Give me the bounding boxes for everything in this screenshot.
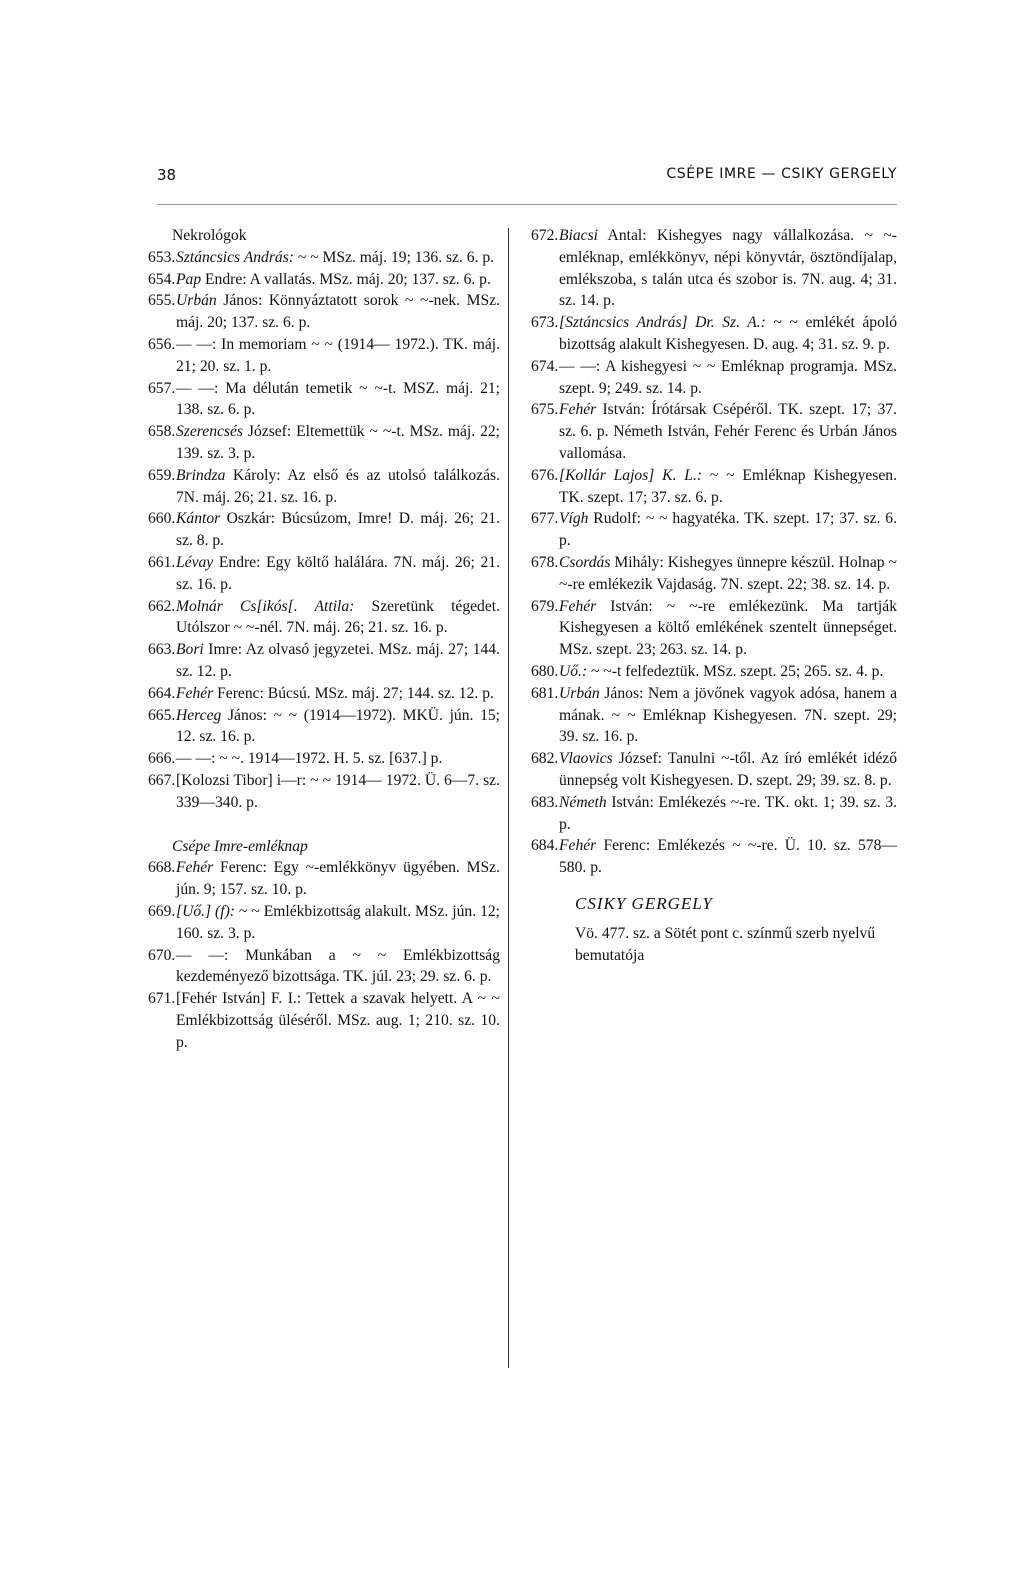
entry-number: 671.: [148, 990, 176, 1008]
entry-text: [559, 399, 897, 464]
entry-citation: ~ ~ Emléknap Kishegyesen. TK. szept. 17; 37. sz. 6. p.: [559, 466, 897, 506]
entry-text: [559, 225, 897, 312]
bib-entry: [148, 683, 500, 705]
running-head: CSÉPE IMRE — CSIKY GERGELY: [666, 166, 897, 182]
entry-citation: Oszkár: Búcsúzom, Imre! D. máj. 26; 21. sz. 8. p.: [176, 510, 500, 550]
bib-entry: [531, 552, 897, 596]
entry-text: [176, 334, 500, 378]
entry-text: [559, 596, 897, 661]
csiky-note: Vö. 477. sz. a Sötét pont c. színmű szerb nyelvű bemutatója: [575, 924, 876, 964]
bib-entry: [531, 508, 897, 552]
section-title: Csépe Imre-emléknap: [172, 837, 308, 855]
entry-text: [559, 552, 897, 596]
entry-number: 669.: [148, 902, 176, 920]
entry-citation: József: Eltemettük ~ ~-t. MSz. máj. 22; 139. sz. 3. p.: [176, 423, 500, 462]
entry-citation: — —: Munkában a ~ ~ Emlékbizottság kezdeményező bizottsága. TK. júl. 23; 29. sz. 6. p.: [176, 946, 500, 986]
entry-text: [176, 770, 500, 814]
bib-entry: [148, 465, 500, 509]
entry-number: 661.: [148, 553, 176, 571]
entry-author: [Sztáncsics András] Dr. Sz. A.:: [559, 314, 766, 332]
entry-citation: — —: ~ ~. 1914—1972. H. 5. sz. [637.] p.: [176, 750, 443, 768]
entry-text: [559, 312, 897, 356]
entry-citation: Szeretünk tégedet. Utólszor ~ ~-nél. 7N. máj. 26; 21. sz. 16. p.: [176, 597, 500, 637]
entry-number: 680.: [531, 662, 559, 680]
entry-citation: ~ ~ MSz. máj. 19; 136. sz. 6. p.: [293, 248, 495, 266]
bib-entry: [148, 770, 500, 814]
right-column: [531, 225, 897, 966]
entry-number: 674.: [531, 357, 559, 375]
bib-entry: [148, 290, 500, 334]
entry-author: Molnár Cs[ikós[. Attila:: [176, 597, 355, 615]
bib-entry: [531, 792, 897, 836]
entry-number: 667.: [148, 771, 176, 789]
bib-entry: [531, 683, 897, 748]
entry-number: 670.: [148, 946, 176, 964]
section-title: Nekrológok: [172, 227, 247, 244]
bib-entry: [148, 705, 500, 749]
entry-author: [Uő.] (f):: [176, 902, 235, 920]
page-header: [157, 158, 897, 188]
entry-number: 665.: [148, 706, 176, 724]
bib-entry: [148, 901, 500, 945]
entry-author: Herceg: [176, 706, 222, 724]
entry-author: Pap: [176, 270, 202, 288]
entry-text: [176, 857, 500, 901]
entry-text: [176, 705, 500, 749]
entry-text: [176, 378, 500, 422]
entry-author: Fehér: [176, 684, 214, 702]
entry-author: Vlaovics: [559, 750, 613, 768]
entry-text: [559, 683, 897, 748]
entry-author: Uő.:: [559, 662, 588, 680]
entry-author: Brindza: [176, 466, 226, 484]
bib-entry: [531, 399, 897, 464]
entry-text: [559, 792, 897, 836]
entry-text: [176, 269, 500, 291]
bib-entry: [531, 596, 897, 661]
entry-citation: István: Írótársak Csépéről. TK. szept. 17; 37. sz. 6. p. Németh István, Fehér Ferenc és Urbán János vallomása.: [559, 401, 897, 462]
entry-citation: — —: In memoriam ~ ~ (1914— 1972.). TK. máj. 21; 20. sz. 1. p.: [176, 335, 500, 375]
entry-number: 655.: [148, 292, 176, 310]
entry-number: 657.: [148, 379, 176, 397]
entry-text: [176, 683, 500, 705]
bib-entry: [531, 748, 897, 792]
entry-number: 666.: [148, 750, 176, 768]
entry-number: 654.: [148, 270, 176, 288]
entry-number: 678.: [531, 553, 559, 571]
entry-number: 679.: [531, 597, 559, 615]
entry-text: [176, 465, 500, 509]
bib-entry: [531, 465, 897, 509]
entry-number: 672.: [531, 227, 559, 244]
entry-number: 682.: [531, 750, 559, 768]
entry-author: Bori: [176, 641, 204, 659]
right-entries: [531, 225, 897, 879]
entry-text: [176, 508, 500, 552]
entry-author: Kántor: [176, 510, 221, 528]
entry-author: Németh: [559, 793, 607, 811]
entry-citation: Antal: Kishegyes nagy vállalkozása. ~ ~-emléknap, emlékkönyv, népi könyvtár, ösztöndíjalap, emlékszoba, s talán utca és szobor is. 7N. aug. 4; 31. sz. 14. p.: [559, 227, 897, 310]
bib-entry: [531, 661, 897, 683]
entry-text: [176, 988, 500, 1053]
entry-number: 663.: [148, 641, 176, 659]
entry-citation: József: Tanulni ~-től. Az író emlékét idéző ünnepség volt Kishegyesen. D. szept. 29; 39. sz. 8. p.: [559, 750, 897, 789]
entry-number: 660.: [148, 510, 176, 528]
entry-text: [559, 748, 897, 792]
entry-author: Fehér: [176, 859, 214, 877]
entry-author: Urbán: [176, 292, 217, 310]
entry-text: [559, 661, 897, 683]
bib-entry: [148, 552, 500, 596]
entry-number: 677.: [531, 510, 559, 528]
entry-citation: Rudolf: ~ ~ hagyatéka. TK. szept. 17; 37. sz. 6. p.: [559, 510, 897, 550]
entry-number: 658.: [148, 423, 176, 441]
bib-entry: [148, 857, 500, 901]
bib-entry: [148, 247, 500, 269]
entry-author: Fehér: [559, 401, 597, 419]
entry-number: 659.: [148, 466, 176, 484]
bib-entry: [531, 356, 897, 400]
entry-author: Biacsi: [559, 227, 598, 244]
entry-citation: [Fehér István] F. I.: Tettek a szavak helyett. A ~ ~ Emlékbizottság üléséről. MSz. aug. 1; 210. sz. 10. p.: [176, 990, 500, 1051]
bib-entry: [148, 269, 500, 291]
bib-entry: [148, 508, 500, 552]
entry-text: [176, 901, 500, 945]
entry-text: [176, 247, 500, 269]
entry-number: 668.: [148, 859, 176, 877]
entry-text: [176, 748, 500, 770]
entry-number: 681.: [531, 684, 559, 702]
header-rule: [157, 204, 897, 205]
entry-author: Urbán: [559, 684, 600, 702]
entry-citation: ~ ~ emlékét ápoló bizottság alakult Kishegyesen. D. aug. 4; 31. sz. 9. p.: [559, 314, 898, 353]
entry-citation: — —: A kishegyesi ~ ~ Emléknap programja. MSz. szept. 9; 249. sz. 14. p.: [559, 357, 897, 397]
entry-number: 676.: [531, 466, 559, 484]
entry-author: Lévay: [176, 553, 214, 571]
entry-citation: Endre: A vallatás. MSz. máj. 20; 137. sz. 6. p.: [201, 270, 491, 288]
entry-number: 656.: [148, 335, 176, 353]
entry-citation: Ferenc: Búcsú. MSz. máj. 27; 144. sz. 12. p.: [213, 684, 494, 702]
entry-number: 662.: [148, 597, 176, 615]
entry-citation: Endre: Egy költő halálára. 7N. máj. 26; 21. sz. 16. p.: [176, 553, 500, 593]
entry-text: [176, 421, 500, 465]
entry-author: [Kollár Lajos] K. L.:: [559, 466, 703, 484]
entry-text: [559, 465, 897, 509]
bib-entry: [148, 748, 500, 770]
bib-entry: [148, 596, 500, 640]
entry-text: [176, 290, 500, 334]
page-number: 38: [157, 166, 177, 184]
bib-entry: [531, 312, 897, 356]
entry-citation: István: ~ ~-re emlékezünk. Ma tartják Kishegyesen a költő emlékének szentelt ünnepséget. MSz. szept. 23; 263. sz. 14. p.: [559, 597, 897, 659]
entry-citation: — —: Ma délután temetik ~ ~-t. MSZ. máj. 21; 138. sz. 6. p.: [176, 379, 500, 419]
entry-author: Csordás: [559, 553, 611, 571]
column-divider: [508, 228, 509, 1368]
entry-number: 653.: [148, 248, 176, 266]
bib-entry: [148, 988, 500, 1053]
entry-author: Fehér: [559, 837, 597, 855]
left-column: [148, 225, 500, 1053]
entry-citation: Ferenc: Emlékezés ~ ~-re. Ü. 10. sz. 578—580. p.: [559, 837, 897, 877]
entry-citation: Károly: Az első és az utolsó találkozás. 7N. máj. 26; 21. sz. 16. p.: [176, 466, 500, 506]
entry-citation: ~ ~-t felfedeztük. MSz. szept. 25; 265. sz. 4. p.: [587, 662, 884, 680]
entry-number: 675.: [531, 401, 559, 419]
entry-text: [559, 356, 897, 400]
entry-text: [176, 639, 500, 683]
entry-text: [559, 835, 897, 879]
bib-entry: [148, 421, 500, 465]
section-heading-csiky: CSIKY GERGELY: [575, 893, 713, 913]
entry-text: [559, 508, 897, 552]
entry-citation: János: Nem a jövőnek vagyok adósa, hanem a mának. ~ ~ Emléknap Kishegyesen. 7N. szept. 29; 39. sz. 16. p.: [559, 684, 897, 746]
bib-entry: [531, 835, 897, 879]
entry-citation: Ferenc: Egy ~-emlékkönyv ügyében. MSz. jún. 9; 157. sz. 10. p.: [176, 859, 500, 899]
bib-entry: [148, 639, 500, 683]
entry-author: Sztáncsics András:: [176, 248, 294, 266]
entry-text: [176, 552, 500, 596]
entry-author: Fehér: [559, 597, 597, 615]
entry-citation: ~ ~ Emlékbizottság alakult. MSz. jún. 12; 160. sz. 3. p.: [176, 902, 500, 942]
entry-author: Vígh: [559, 510, 589, 528]
bib-entry: [148, 378, 500, 422]
entry-text: [176, 596, 500, 640]
entry-author: Szerencsés: [176, 423, 243, 441]
entry-citation: János: ~ ~ (1914—1972). MKÜ. jún. 15; 12. sz. 16. p.: [176, 706, 500, 746]
entry-citation: [Kolozsi Tibor] i—r: ~ ~ 1914— 1972. Ü. 6—7. sz. 339—340. p.: [176, 771, 500, 811]
entry-text: [176, 945, 500, 989]
bib-entry: [531, 225, 897, 312]
entry-number: 684.: [531, 837, 559, 855]
entry-citation: Mihály: Kishegyes ünnepre készül. Holnap ~ ~-re emlékezik Vajdaság. 7N. szept. 22; 38. sz. 14. p.: [559, 553, 897, 593]
entry-number: 673.: [531, 314, 559, 332]
entry-citation: János: Könnyáztatott sorok ~ ~-nek. MSz. máj. 20; 137. sz. 6. p.: [176, 292, 500, 332]
entry-number: 683.: [531, 793, 559, 811]
entry-number: 664.: [148, 684, 176, 702]
entry-citation: Imre: Az olvasó jegyzetei. MSz. máj. 27; 144. sz. 12. p.: [176, 641, 500, 680]
bib-entry: [148, 945, 500, 989]
bib-entry: [148, 334, 500, 378]
entry-citation: István: Emlékezés ~-re. TK. okt. 1; 39. sz. 3. p.: [559, 793, 897, 833]
